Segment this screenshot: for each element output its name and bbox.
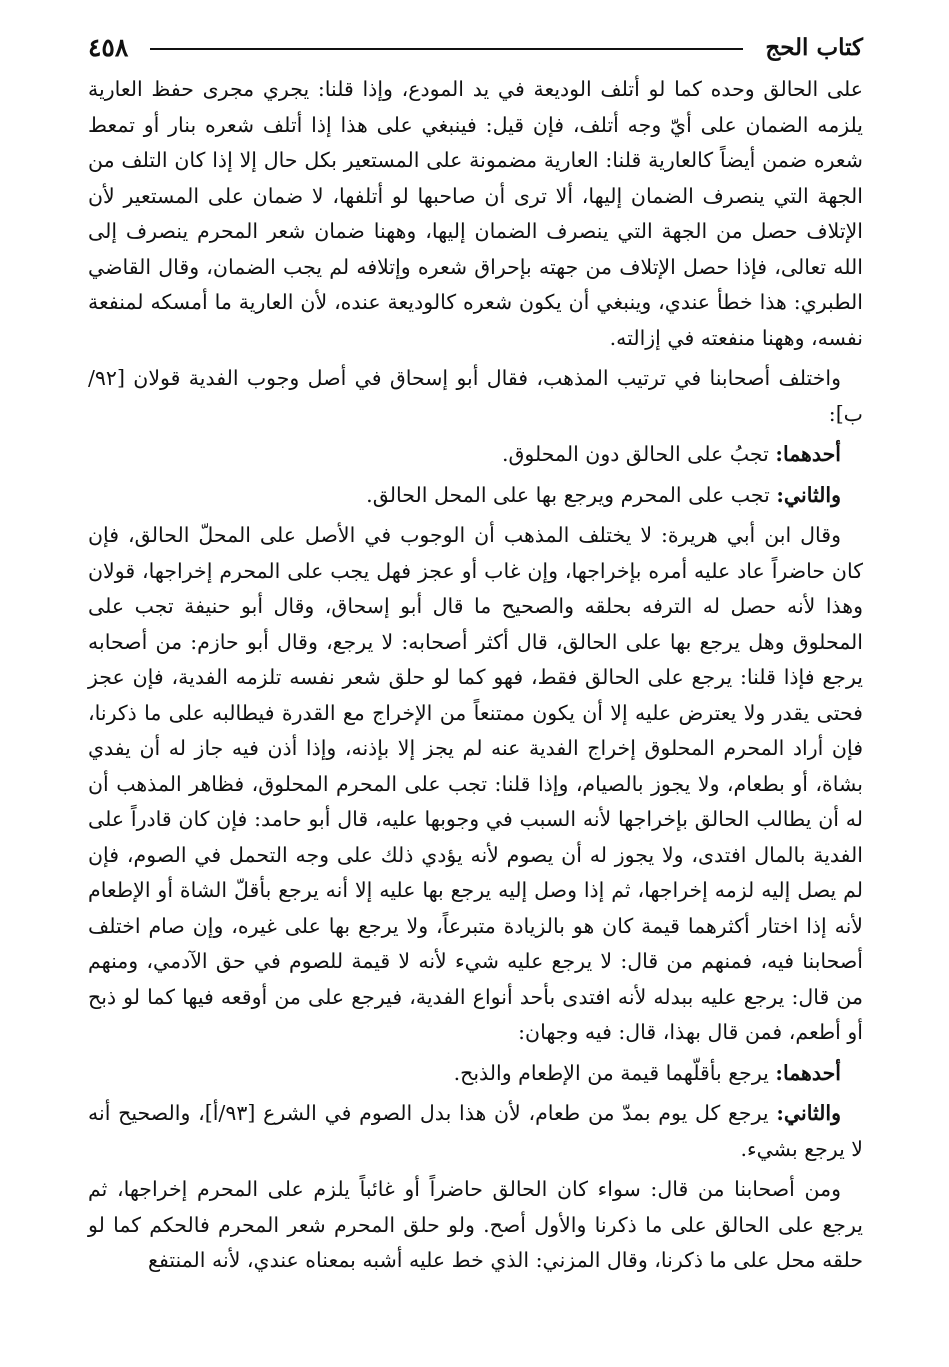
- paragraph-6-text: يرجع بأقلّهما قيمة من الإطعام والذبح.: [453, 1060, 769, 1085]
- page-header: [88, 30, 863, 64]
- paragraph-2: واختلف أصحابنا في ترتيب المذهب، فقال أبو إسحاق في أصل وجوب الفدية قولان [٩٢/ب]:: [88, 366, 863, 426]
- paragraph-6: [88, 1056, 863, 1092]
- paragraph-5: وقال ابن أبي هريرة: لا يختلف المذهب أن الوجوب في الأصل على المحلّ الحالق، فإن كان حاضراً عاد عليه أمره بإخراجها، وإن غاب أو عجز فهل يجب على المحرم إخراجها، قولان وهذا لأنه حصل له الترفه بحلقه والصحيح ما قال أبو إسحاق، وقال أبو حنيفة تجب على المحلوق وهل يرجع بها على الحالق، قال أكثر أصحابه: لا يرجع، وقال أبو حازم: من أصحابه يرجع فإذا قلنا: يرجع على الحالق فقط، فهو كما لو حلق شعر نفسه تلزمه الفدية، فإن عجز فحتى يقدر ولا يعترض عليه إلا أن يكون ممتنعاً من الإخراج مع القدرة فيطالبه على ما ذكرنا، فإن أراد المحرم المحلوق إخراج الفدية عنه لم يجز إلا بإذنه، وإذا أذن فيه جاز له أن يفدي بشاة، أو بطعام، ولا يجوز بالصيام، وإذا قلنا: تجب على المحرم المحلوق، فظاهر المذهب أن له أن يطالب الحالق بإخراجها لأنه السبب في وجوبها عليه، قال أبو حامد: فإن كان قادراً على الفدية بالمال افتدى، ولا يجوز له أن يصوم لأنه يؤدي ذلك على وجه التحمل في الصوم، فإن لم يصل إليه لزمه إخراجها، ثم إذا وصل إليه يرجع بها عليه إلا أنه يرجع بأقلّ الشاة أو الإطعام لأنه إذا اختار أكثرهما قيمة كان هو بالزيادة متبرعاً، ولا يرجع بها على غيره، وإن صام اختلف أصحابنا فيه، فمنهم من قال: لا يرجع عليه شيء لأنه لا قيمة للصوم في حق الآدمي، ومنهم من قال: يرجع عليه ببدله لأنه افتدى بأحد أنواع الفدية، فيرجع على من أوقعه فيها كما لو ذبح أو أطعم، فمن قال بهذا، قال: فيه وجهان:: [88, 523, 863, 1044]
- paragraph-6-label: أحدهما:: [775, 1060, 841, 1085]
- page-number: ٤٥٨: [88, 32, 129, 62]
- paragraph-7-label: والثاني:: [776, 1101, 841, 1125]
- paragraph-4-label: والثاني:: [776, 482, 841, 507]
- paragraph-8: ومن أصحابنا من قال: سواء كان الحالق حاضراً أو غائباً يلزم على المحرم إخراجها، ثم يرجع على الحالق على ما ذكرنا والأول أصح. ولو حلق المحرم شعر المحرم فالحكم كما لو حلقه محل على ما ذكرنا، وقال المزني: الذي خط عليه أشبه بمعناه عندي، لأنه المنتفع: [88, 1177, 863, 1272]
- paragraph-3-text: تجبُ على الحالق دون المحلوق.: [501, 442, 769, 466]
- paragraph-1: على الحالق وحده كما لو أتلف الوديعة في يد المودع، وإذا قلنا: يجري مجرى حفظ العارية يلزمه الضمان على أيّ وجه أتلف، فإن قيل: فينبغي على هذا إذا أتلف شعره بنار أو تمعط شعره ضمن أيضاً كالعارية قلنا: العارية مضمونة على المستعير بكل حال إلا إذا كان التلف من الجهة التي ينصرف الضمان إليها، ألا ترى أن صاحبها لو أتلفها، لا ضمان على المستعير لأن الإتلاف حصل من الجهة التي ينصرف الضمان إليها، وههنا ضمان شعر المحرم ينصرف إلى الله تعالى، فإذا حصل الإتلاف من جهته بإحراق شعره وإتلافه لم يجب الضمان، وقال القاضي الطبري: هذا خطأ عندي، وينبغي أن يكون شعره كالوديعة عنده، لأن العارية ما أمسكه لمنفعة نفسه، وههنا منفعته في إزالته.: [88, 77, 863, 350]
- paragraph-4-text: تجب على المحرم ويرجع بها على المحل الحالق.: [366, 482, 770, 507]
- paragraph-3: [88, 437, 863, 473]
- page-body: [88, 72, 863, 1279]
- paragraph-4: [88, 478, 863, 514]
- paragraph-7: [88, 1096, 863, 1167]
- paragraph-7-text: يرجع كل يوم بمدّ من طعام، لأن هذا بدل الصوم في الشرع [٩٣/أ]، والصحيح أنه لا يرجع بشيء.: [88, 1101, 863, 1161]
- paragraph-3-label: أحدهما:: [775, 442, 841, 466]
- chapter-title: كتاب الحج: [765, 33, 863, 61]
- header-rule: [150, 48, 743, 50]
